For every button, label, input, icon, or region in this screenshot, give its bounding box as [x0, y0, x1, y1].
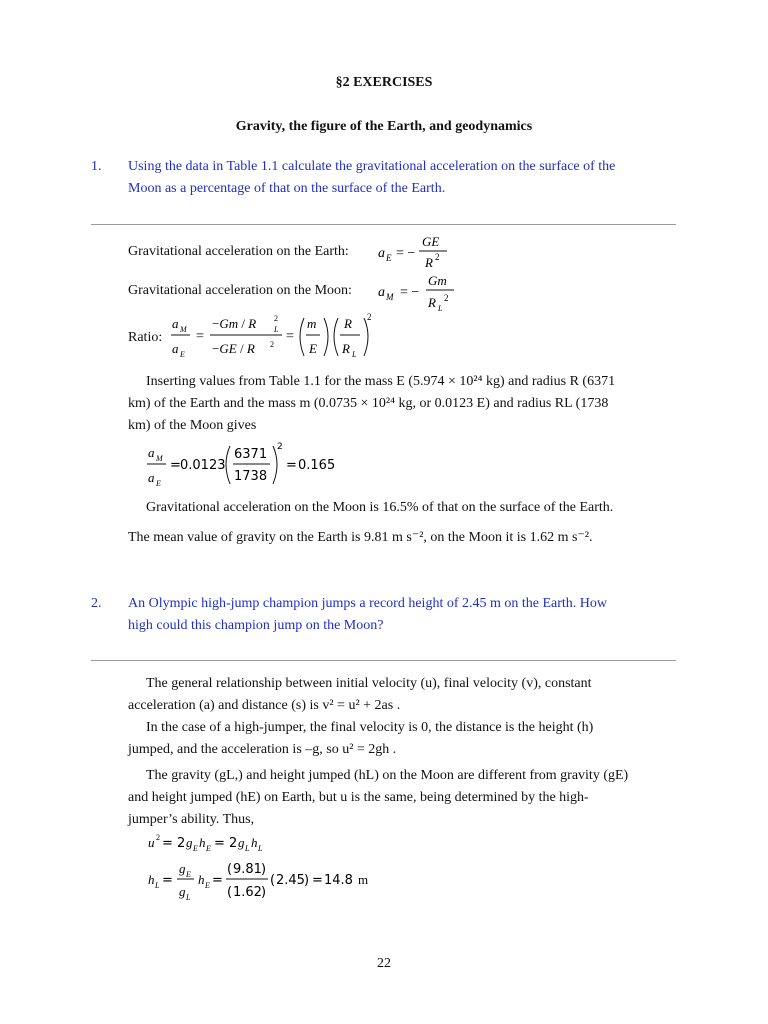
svg-text:2: 2 — [435, 252, 440, 262]
svg-text:a: a — [172, 316, 179, 331]
svg-text:E: E — [180, 350, 185, 359]
svg-text:=: = — [286, 458, 297, 473]
para2-line2: jumped, and the acceleration is –g, so u² = 2gh . — [128, 742, 397, 757]
svg-text:E: E — [193, 844, 198, 853]
para3-line2: and height jumped (hE) on Earth, but u is the same, being determined by the high- — [128, 790, 589, 805]
svg-text:R: R — [428, 295, 436, 310]
svg-text:h: h — [198, 872, 205, 887]
eq1-result: 0.165 — [298, 458, 336, 473]
exercise-2-question-line1: An Olympic high-jump champion jumps a record height of 2.45 m on the Earth. How — [128, 596, 608, 611]
svg-text:a: a — [172, 341, 179, 356]
eq2-result: 14.8 — [324, 873, 353, 888]
svg-text:g: g — [179, 861, 186, 876]
earth-gravity-label: Gravitational acceleration on the Earth: — [128, 244, 349, 259]
svg-text:= 2: = 2 — [214, 836, 238, 851]
svg-text:Gm: Gm — [428, 273, 447, 288]
para1-line1: The general relationship between initial velocity (u), final velocity (v), constant — [146, 676, 592, 691]
ratio-formula — [168, 310, 378, 362]
moon-gravity-formula — [374, 272, 464, 316]
section-heading: §2 EXERCISES — [335, 75, 433, 90]
exercise-2-question — [128, 593, 688, 637]
svg-text:E: E — [206, 844, 211, 853]
exercise-1-question — [128, 156, 688, 200]
svg-text:a: a — [148, 470, 155, 485]
svg-text:g: g — [186, 835, 193, 850]
eq1-coefficient: 0.0123 — [180, 458, 226, 473]
exercise-1-question-line2: Moon as a percentage of that on the surface of the Earth. — [128, 181, 446, 196]
divider-1 — [91, 224, 676, 225]
svg-text:L: L — [352, 350, 357, 359]
chapter-subtitle: Gravity, the figure of the Earth, and geodynamics — [235, 119, 533, 134]
svg-text:): ) — [304, 873, 310, 888]
svg-text:R: R — [342, 341, 350, 356]
svg-text:2: 2 — [156, 833, 160, 842]
svg-text:L: L — [274, 325, 279, 334]
svg-text:2: 2 — [444, 293, 449, 303]
svg-text:): ) — [261, 862, 267, 877]
svg-text:(: ( — [270, 873, 276, 888]
svg-text:g: g — [179, 884, 186, 899]
svg-text:=: = — [212, 873, 223, 888]
svg-text:M: M — [180, 325, 187, 334]
svg-text:M: M — [156, 454, 163, 463]
moon-gravity-label: Gravitational acceleration on the Moon: — [128, 283, 352, 298]
svg-text:): ) — [261, 885, 267, 900]
eq2-height-earth: 2.45 — [276, 873, 305, 888]
divider-2 — [91, 660, 676, 661]
eq1-denominator: 1738 — [234, 469, 268, 484]
svg-text:R: R — [425, 255, 433, 270]
eq2-unit: m — [358, 872, 369, 887]
svg-text:2: 2 — [277, 442, 283, 452]
svg-text:L: L — [258, 844, 263, 853]
velocity-equation — [146, 830, 286, 854]
ratio-numeric-equation — [146, 440, 346, 490]
svg-text:= −: = − — [400, 285, 420, 300]
svg-text:GE: GE — [422, 234, 440, 249]
eq2-gravity-moon: 1.62 — [233, 885, 262, 900]
svg-text:g: g — [238, 835, 245, 850]
svg-text:a: a — [378, 285, 385, 300]
svg-text:L: L — [186, 893, 191, 902]
svg-text:=: = — [170, 458, 181, 473]
svg-text:h: h — [148, 872, 155, 887]
svg-text:E: E — [309, 341, 317, 356]
svg-text:E: E — [186, 870, 191, 879]
conclusion-gravity-values: The mean value of gravity on the Earth is 9.81 m s⁻², on the Moon it is 1.62 m s⁻². — [128, 530, 593, 545]
conclusion-percentage: Gravitational acceleration on the Moon is 16.5% of that on the surface of the Earth. — [146, 500, 614, 515]
svg-text:L: L — [438, 304, 443, 313]
exercise-2-question-line2: high could this champion jump on the Moon? — [128, 618, 384, 633]
exercise-1-question-line1: Using the data in Table 1.1 calculate the gravitational acceleration on the surface of the — [128, 159, 616, 174]
svg-text:E: E — [386, 253, 392, 263]
insert-line3: km) of the Moon gives — [128, 418, 257, 433]
page-number: 22 — [377, 956, 391, 971]
svg-text:−GE / R: −GE / R — [212, 341, 255, 356]
svg-text:= −: = − — [396, 246, 416, 261]
exercise-2-number: 2. — [91, 596, 102, 611]
para3-line3: jumper’s ability. Thus, — [128, 812, 255, 827]
para1-line2: acceleration (a) and distance (s) is v² = u² + 2as . — [128, 698, 401, 713]
svg-text:R: R — [344, 316, 352, 331]
svg-text:a: a — [378, 246, 385, 261]
svg-text:2: 2 — [274, 314, 278, 323]
svg-text:=: = — [162, 873, 173, 888]
svg-text:E: E — [156, 479, 161, 488]
exercise-1-number: 1. — [91, 159, 102, 174]
svg-text:L: L — [155, 881, 160, 890]
svg-text:L: L — [245, 844, 250, 853]
ratio-label: Ratio: — [128, 330, 163, 345]
earth-gravity-formula — [374, 233, 454, 273]
svg-text:2: 2 — [367, 312, 372, 322]
insert-line1: Inserting values from Table 1.1 for the mass E (5.974 × 10²⁴ kg) and radius R (6371 — [146, 374, 616, 389]
svg-text:= 2: = 2 — [162, 836, 186, 851]
svg-text:=: = — [286, 329, 294, 344]
svg-text:(: ( — [227, 885, 233, 900]
svg-text:a: a — [148, 445, 155, 460]
svg-text:M: M — [386, 292, 394, 302]
height-moon-equation — [146, 856, 386, 904]
svg-text:m: m — [307, 316, 317, 331]
svg-text:u: u — [148, 835, 155, 850]
insert-line2: km) of the Earth and the mass m (0.0735 × 10²⁴ kg, or 0.0123 E) and radius RL (1738 — [128, 396, 609, 411]
para2-line1: In the case of a high-jumper, the final velocity is 0, the distance is the height (h) — [146, 720, 594, 735]
svg-text:E: E — [205, 881, 210, 890]
inserting-values-paragraph — [128, 371, 688, 437]
eq2-gravity-earth: 9.81 — [233, 862, 262, 877]
svg-text:2: 2 — [270, 340, 274, 349]
svg-text:h: h — [251, 835, 258, 850]
svg-text:−Gm / R: −Gm / R — [212, 316, 257, 331]
answer-paragraphs — [128, 673, 688, 831]
svg-text:=: = — [196, 329, 204, 344]
svg-text:(: ( — [227, 862, 233, 877]
svg-text:h: h — [199, 835, 206, 850]
eq1-numerator: 6371 — [234, 447, 268, 462]
svg-text:=: = — [312, 873, 323, 888]
para3-line1: The gravity (gL,) and height jumped (hL) on the Moon are different from gravity (gE) — [146, 768, 629, 783]
